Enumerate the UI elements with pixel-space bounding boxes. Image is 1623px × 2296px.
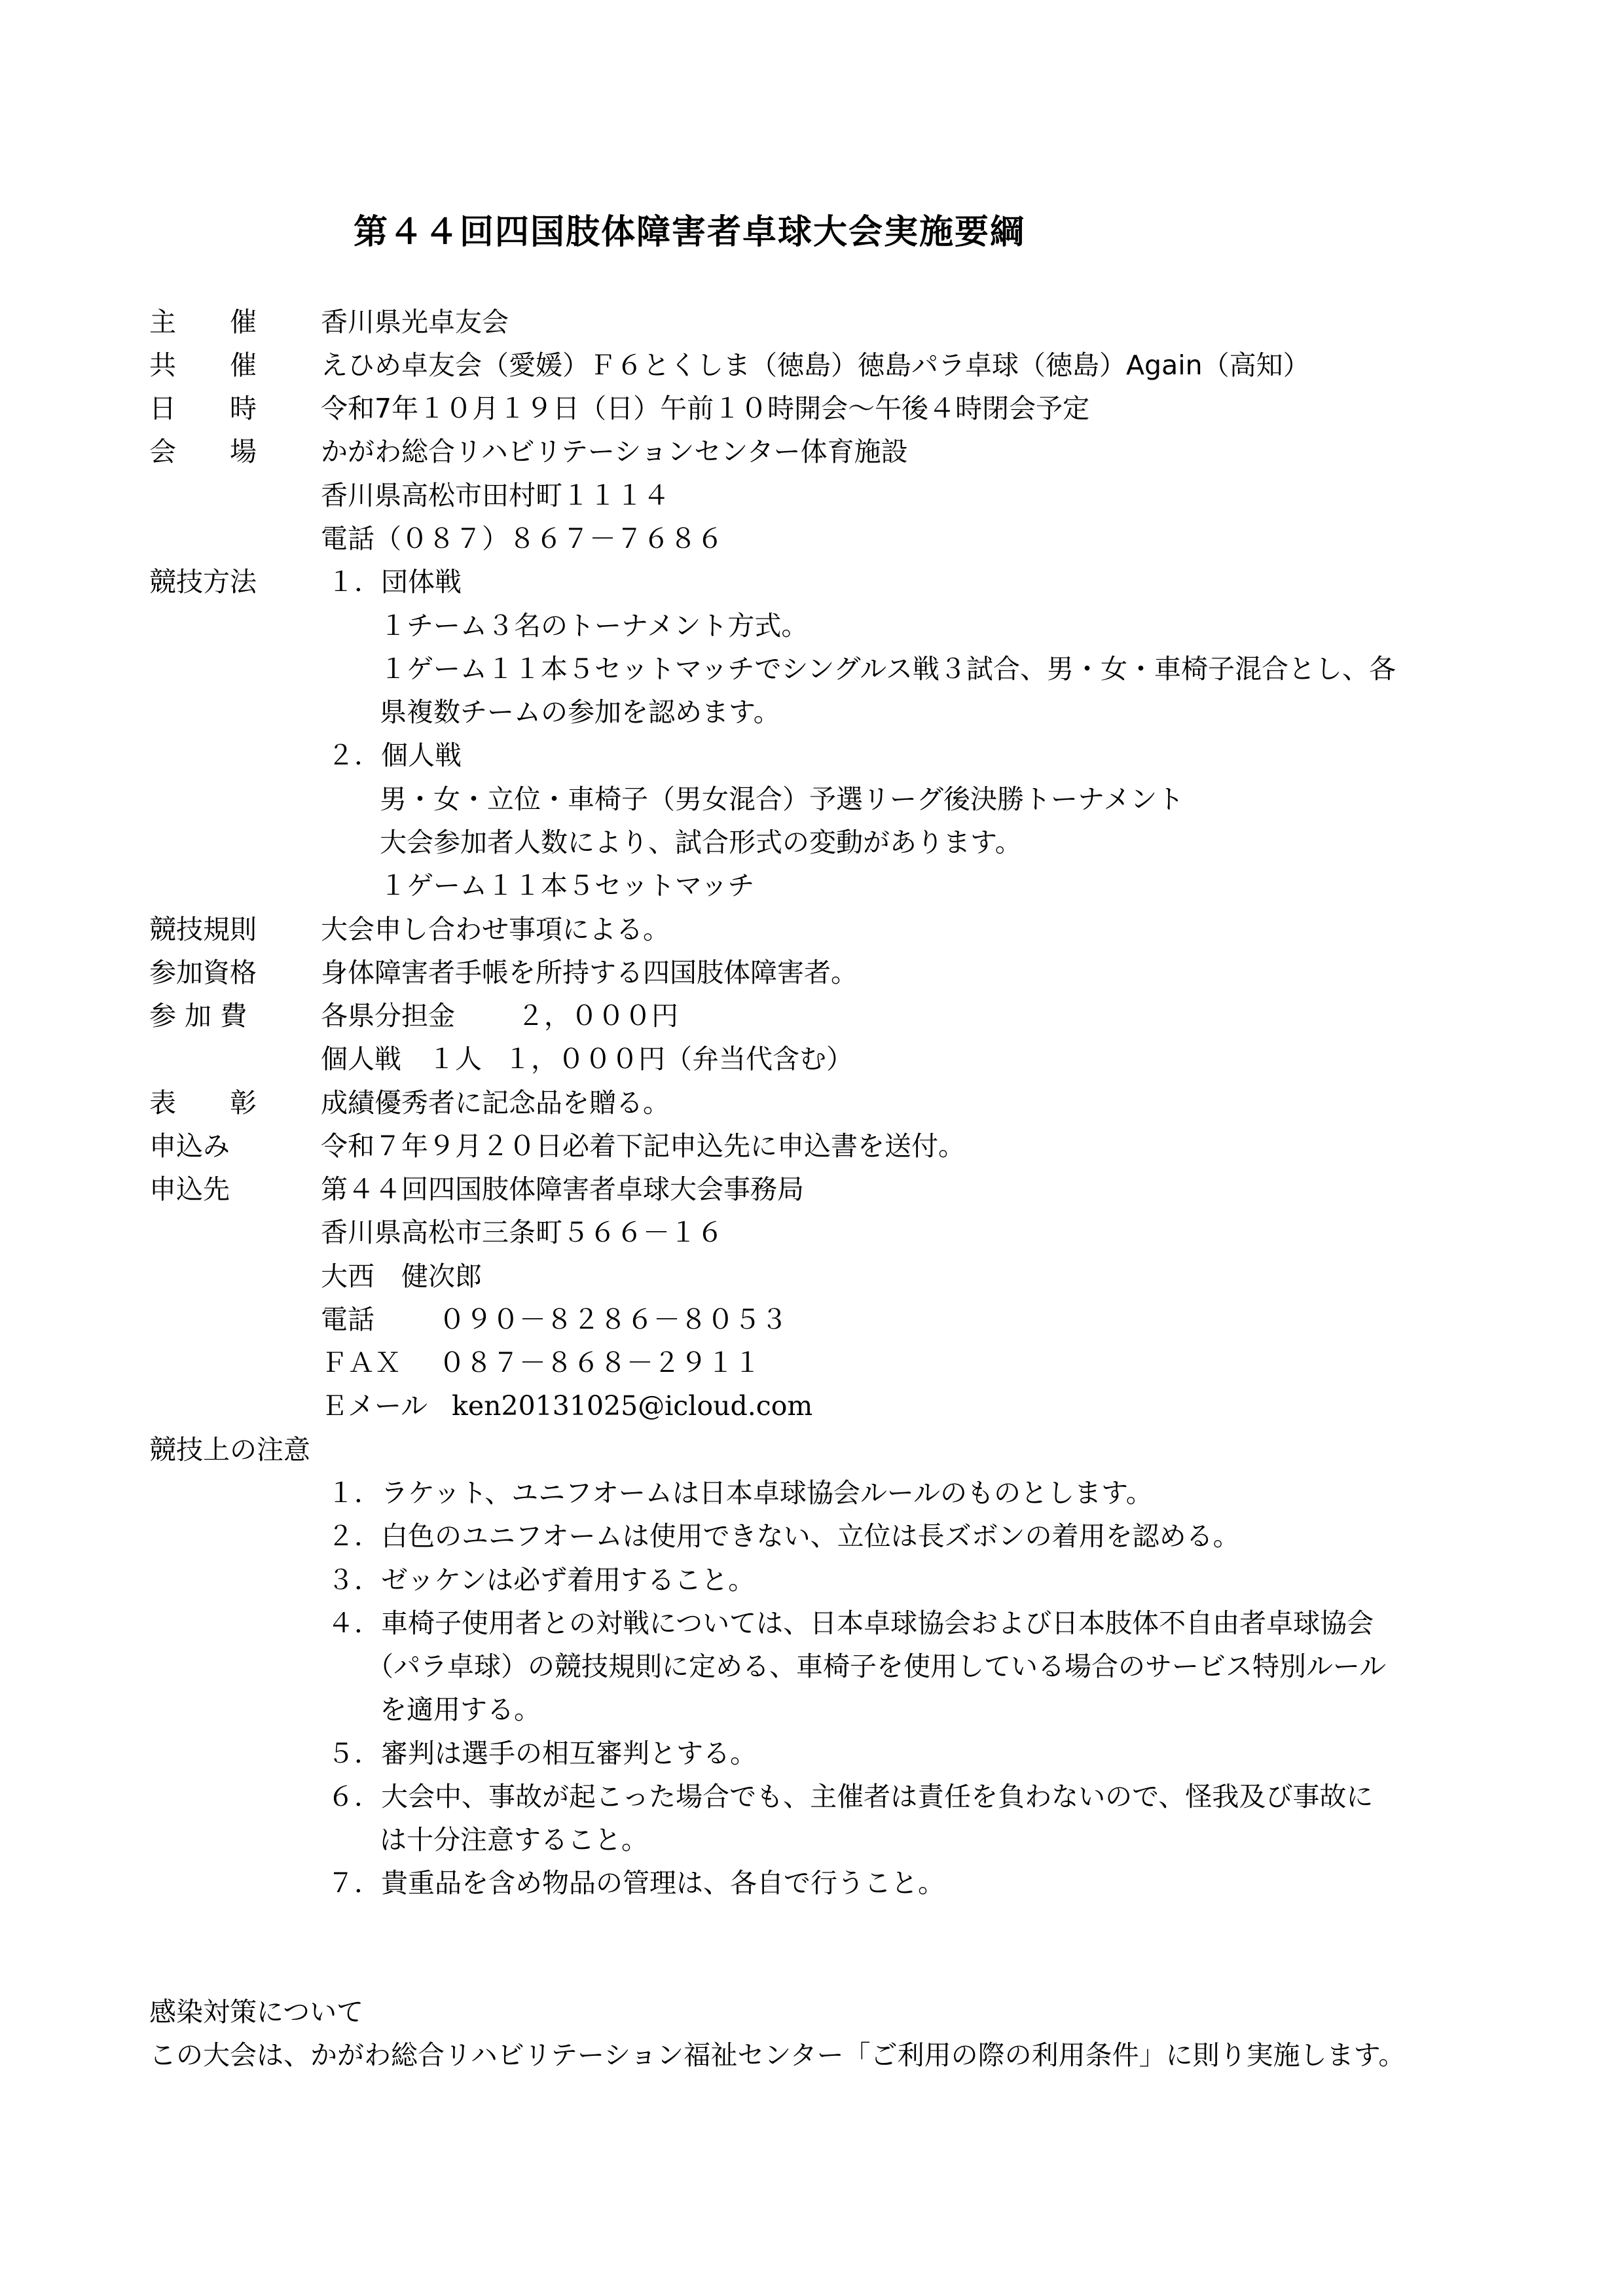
note-item-4-line-3: を適用する。 — [380, 1694, 541, 1725]
contact-email: ken20131025@icloud.com — [452, 1390, 813, 1422]
team-event-line-2: １ゲーム１１本５セットマッチでシングルス戦３試合、男・女・車椅子混合とし、各 — [380, 653, 1396, 685]
note-item-5: ５．審判は選手の相互審判とする。 — [327, 1738, 757, 1769]
team-event-heading: １．団体戦 — [327, 566, 462, 598]
rules-label: 競技規則 — [149, 914, 257, 945]
application-label: 申込み — [149, 1130, 230, 1162]
note-item-6-line-1: ６．大会中、事故が起こった場合でも、主催者は責任を負わないので、怪我及び事故に — [327, 1781, 1374, 1812]
award-value: 成績優秀者に記念品を贈る。 — [321, 1087, 670, 1119]
fee-individual-name: 個人戦 １人 — [321, 1043, 482, 1075]
venue-address: 香川県高松市田村町１１１４ — [321, 480, 670, 511]
contact-address: 香川県高松市三条町５６６－１６ — [321, 1217, 723, 1248]
note-item-4-line-1: ４．車椅子使用者との対戦については、日本卓球協会および日本肢体不自由者卓球協会 — [327, 1607, 1374, 1639]
contact-tel-label: 電話 — [321, 1304, 374, 1335]
note-item-1: １．ラケット、ユニフオームは日本卓球協会ルールのものとします。 — [327, 1477, 1153, 1509]
venue-phone: 電話（０８７）８６７－７６８６ — [321, 523, 723, 554]
contact-person: 大西 健次郎 — [321, 1261, 482, 1292]
date-label: 日 時 — [149, 393, 257, 424]
contact-fax: ０８７－８６８－２９１１ — [439, 1347, 761, 1378]
note-item-6-line-2: は十分注意すること。 — [380, 1824, 648, 1856]
application-value: 令和７年９月２０日必着下記申込先に申込書を送付。 — [321, 1130, 965, 1162]
contact-office: 第４４回四国肢体障害者卓球大会事務局 — [321, 1174, 804, 1205]
contact-email-label: Ｅメール — [321, 1390, 428, 1422]
date-value: 令和7年１０月１９日（日）午前１０時開会～午後４時閉会予定 — [321, 393, 1090, 424]
contact-label: 申込先 — [149, 1174, 230, 1205]
note-item-3: ３．ゼッケンは必ず着用すること。 — [327, 1564, 756, 1596]
fee-individual-amount: １，０００円（弁当代含む） — [504, 1043, 853, 1075]
rules-value: 大会申し合わせ事項による。 — [321, 914, 670, 945]
contact-tel: ０９０－８２８６－８０５３ — [439, 1304, 788, 1335]
infection-text: この大会は、かがわ総合リハビリテーション福祉センター「ご利用の際の利用条件」に則り実施します。 — [149, 2039, 1406, 2071]
document-title: 第４４回四国肢体障害者卓球大会実施要綱 — [354, 213, 1026, 252]
fee-label: 参 加 費 — [149, 1000, 247, 1031]
team-event-line-1: １チーム３名のトーナメント方式。 — [380, 610, 809, 641]
notes-heading: 競技上の注意 — [149, 1434, 310, 1465]
fee-prefecture-amount: ２，０００円 — [517, 1000, 678, 1031]
fee-prefecture-name: 各県分担金 — [321, 1000, 455, 1031]
organizer-label: 主 催 — [149, 306, 257, 338]
individual-event-heading: ２．個人戦 — [327, 740, 462, 771]
note-item-7: ７．貴重品を含め物品の管理は、各自で行うこと。 — [327, 1867, 945, 1899]
co-organizer-value: えひめ卓友会（愛媛）Ｆ６とくしま（徳島）徳島パラ卓球（徳島）Again（高知） — [321, 350, 1310, 381]
method-label: 競技方法 — [149, 566, 257, 598]
award-label: 表 彰 — [149, 1087, 257, 1119]
co-organizer-label: 共 催 — [149, 350, 257, 381]
note-item-4-line-2: （パラ卓球）の競技規則に定める、車椅子を使用している場合のサービス特別ルール — [367, 1651, 1387, 1682]
individual-event-line-1: 男・女・立位・車椅子（男女混合）予選リーグ後決勝トーナメント — [380, 783, 1184, 815]
individual-event-line-2: 大会参加者人数により、試合形式の変動があります。 — [380, 827, 1022, 858]
contact-fax-label: ＦＡＸ — [321, 1347, 401, 1378]
infection-heading: 感染対策について — [149, 1996, 364, 2028]
eligibility-label: 参加資格 — [149, 957, 257, 988]
eligibility-value: 身体障害者手帳を所持する四国肢体障害者。 — [321, 957, 858, 988]
note-item-2: ２．白色のユニフオームは使用できない、立位は長ズボンの着用を認める。 — [327, 1520, 1240, 1552]
venue-label: 会 場 — [149, 436, 257, 467]
team-event-line-3: 県複数チームの参加を認めます。 — [380, 696, 780, 728]
venue-name: かがわ総合リハビリテーションセンター体育施設 — [321, 436, 908, 467]
organizer-value: 香川県光卓友会 — [321, 306, 509, 338]
individual-event-line-3: １ゲーム１１本５セットマッチ — [380, 870, 755, 901]
